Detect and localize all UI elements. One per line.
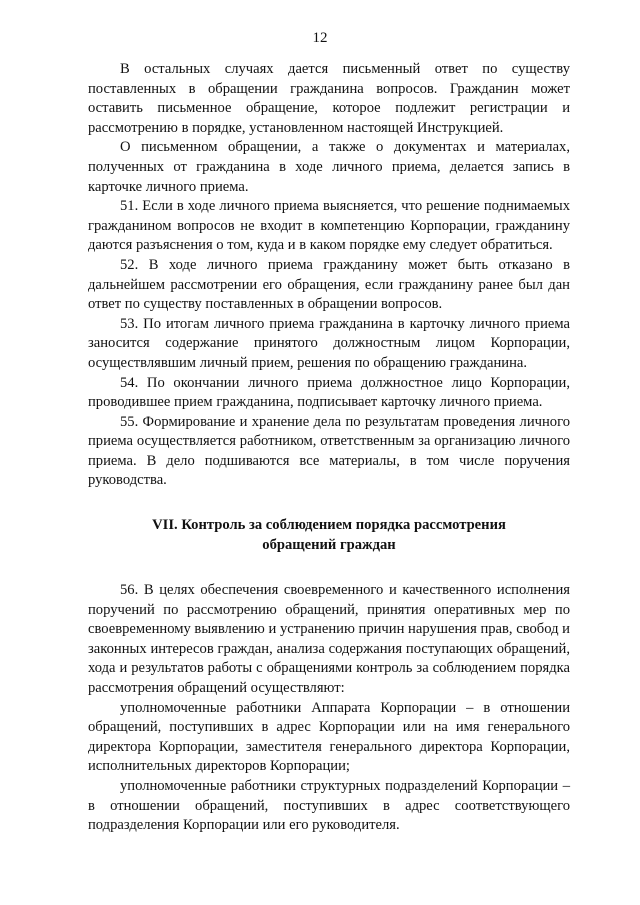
paragraph-56: 56. В целях обеспечения своевременного и качественного исполнения поручений по рассмотрению обращений, принятия оперативных мер по своевременному выявлению и устранению причин нарушения прав, свобод и законных интересов граждан, анализа содержания поступающих обращений, хода и результатов работы с обращениями контроль за соблюдением порядка рассмотрения обращений осуществляют:	[88, 582, 570, 697]
paragraph-53: 53. По итогам личного приема гражданина в карточку личного приема заносится содержание принятого должностным лицом Корпорации, осуществлявшим личный прием, решения по обращению гражданина.	[88, 315, 570, 371]
section-heading-line-1: VII. Контроль за соблюдением порядка рассмотрения	[152, 517, 506, 534]
paragraph-55: 55. Формирование и хранение дела по результатам проведения личного приема осуществляется работником, ответственным за организацию личного приема. В дело подшиваются все материалы, в том числе поручения руководства.	[88, 413, 570, 489]
paragraph-record-in-card: О письменном обращении, а также о документах и материалах, полученных от гражданина в ходе личного приема, делается запись в карточке личного приема.	[88, 139, 570, 195]
paragraph-division-workers: уполномоченные работники структурных подразделений Корпорации – в отношении обращений, поступивших в адрес соответствующего подразделения Корпорации или его руководителя.	[88, 778, 570, 834]
page-number: 12	[312, 30, 328, 46]
paragraph-52: 52. В ходе личного приема гражданину может быть отказано в дальнейшем рассмотрении его обращения, если гражданину ранее был дан ответ по существу поставленных в обращении вопросов.	[88, 256, 570, 313]
document-body	[88, 60, 570, 836]
section-heading	[88, 515, 570, 555]
paragraph-apparatus-workers: уполномоченные работники Аппарата Корпорации – в отношении обращений, поступивших в адрес Корпорации или на имя генерального директора Корпорации, заместителя генерального директора Корпорации, исполнительных директоров Корпорации;	[88, 699, 570, 775]
paragraph-written-response: В остальных случаях дается письменный ответ по существу поставленных в обращении гражданина вопросов. Гражданин может оставить письменное обращение, которое подлежит регистрации и рассмотрению в порядке, установленном настоящей Инструкцией.	[88, 61, 570, 136]
paragraph-54: 54. По окончании личного приема должностное лицо Корпорации, проводившее прием гражданина, подписывает карточку личного приема.	[88, 374, 570, 411]
paragraph-51: 51. Если в ходе личного приема выясняется, что решение поднимаемых гражданином вопросов не входит в компетенцию Корпорации, гражданину даются разъяснения о том, куда и в каком порядке ему следует обратиться.	[88, 198, 570, 254]
section-heading-line-2: обращений граждан	[262, 537, 396, 554]
